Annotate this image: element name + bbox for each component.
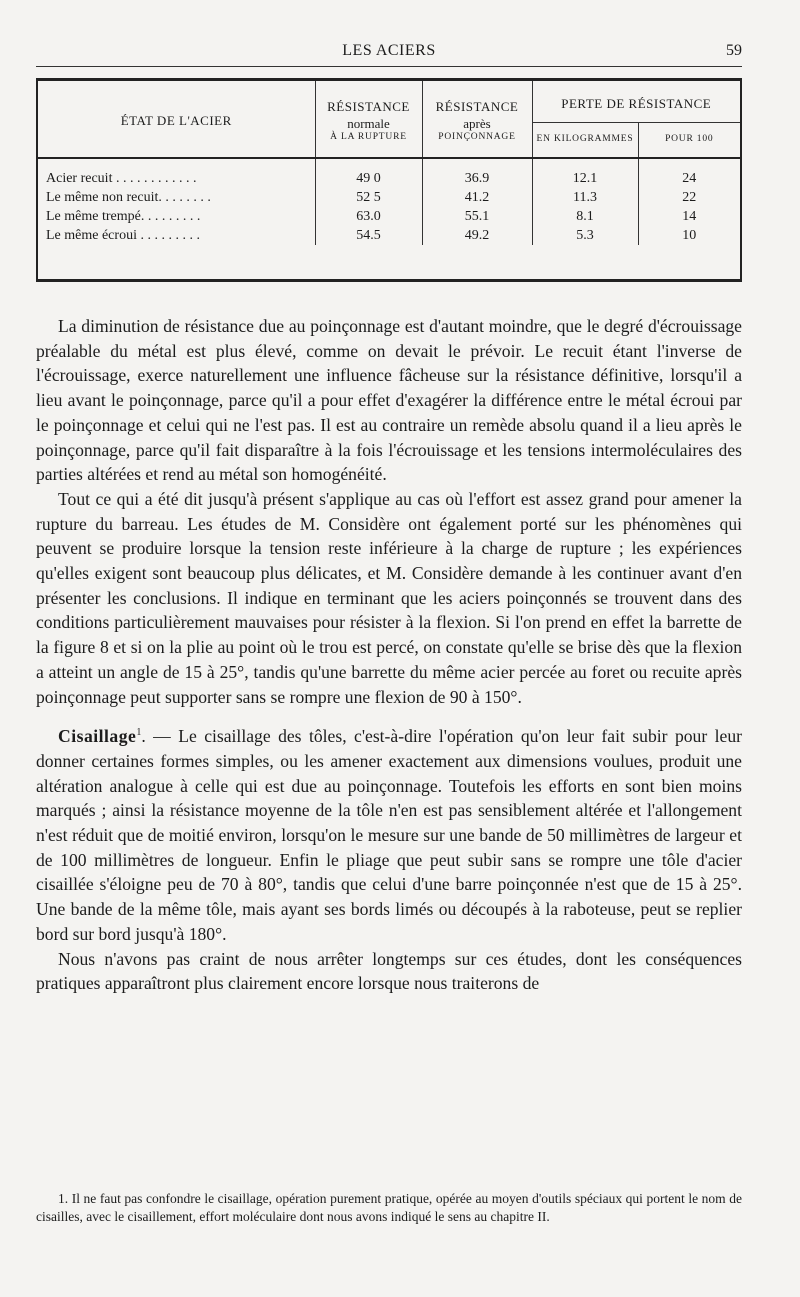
paragraph: Nous n'avons pas craint de nous arrêter longtemps sur ces études, dont les conséquences pratiques apparaîtront plus clairement encore lorsque nous traiterons de bbox=[36, 948, 742, 994]
paragraph: Tout ce qui a été dit jusqu'à présent s'applique au cas où l'effort est assez grand pour amener la rupture du barreau. Les études de M. Considère ont également porté sur les phénomènes qui peuvent se produire lorsque la tension reste inférieure à la charge de rupture ; les expériences qu'elles exigent sont beaucoup plus délicates, et M. Considère demande à les continuer avant d'en présenter les conclusions. Il indique en terminant que les aciers poinçonnés se trouvent dans des conditions particulièrement mauvaises pour résister à la flexion. Si l'on prend en effet la barrette de la figure 8 et si on la plie au point où le trou est percé, on constate qu'elle se brise dès que la flexion a atteint un angle de 15 à 25°, tandis qu'une barrette du même acier percée au foret ou recuite après poinçonnage peut supporter sans se rompre une flexion de 90 à 150°. bbox=[36, 488, 742, 707]
header-res-apres-l3: POINÇONNAGE bbox=[438, 131, 516, 142]
cell-apres: 55.1 bbox=[422, 207, 532, 226]
row-label: Le même non recuit. . . . . . . . bbox=[46, 190, 211, 205]
header-perte: PERTE DE RÉSISTANCE bbox=[532, 81, 740, 123]
table-row bbox=[38, 226, 740, 245]
header-res-apres bbox=[422, 81, 532, 158]
cell-kg: 11.3 bbox=[532, 188, 638, 207]
resistance-table bbox=[36, 78, 742, 282]
header-etat: ÉTAT DE L'ACIER bbox=[38, 81, 315, 158]
cell-normale: 52 5 bbox=[315, 188, 422, 207]
section-title: Cisaillage bbox=[58, 726, 137, 747]
row-label: Acier recuit . . . . . . . . . . . . bbox=[46, 171, 197, 186]
cell-normale: 54.5 bbox=[315, 226, 422, 245]
table-row bbox=[38, 207, 740, 226]
cell-normale: 63.0 bbox=[315, 207, 422, 226]
header-perte-kg: EN KILOGRAMMES bbox=[532, 123, 638, 159]
cell-apres: 36.9 bbox=[422, 158, 532, 188]
cell-apres: 41.2 bbox=[422, 188, 532, 207]
table-row bbox=[38, 188, 740, 207]
section-cisaillage bbox=[36, 724, 742, 946]
header-res-normale-l3: À LA RUPTURE bbox=[330, 131, 407, 142]
header-rule bbox=[36, 66, 742, 67]
footnotes bbox=[36, 1190, 742, 1225]
running-header bbox=[36, 42, 742, 66]
cell-pct: 22 bbox=[638, 188, 740, 207]
header-perte-pct: POUR 100 bbox=[638, 123, 740, 159]
cell-pct: 14 bbox=[638, 207, 740, 226]
cell-kg: 5.3 bbox=[532, 226, 638, 245]
cell-pct: 24 bbox=[638, 158, 740, 188]
footnote: 1. Il ne faut pas confondre le cisaillage, opération purement pratique, opérée au moyen d'outils spéciaux qui portent le nom de cisailles, avec le cisaillement, effort moléculaire dont nous avons indiqué le sens au chapitre II. bbox=[36, 1191, 742, 1224]
header-res-normale-l2: normale bbox=[347, 115, 390, 131]
footnote-ref[interactable]: 1 bbox=[136, 727, 142, 739]
row-label: Le même trempé. . . . . . . . . bbox=[46, 209, 201, 224]
paragraph: La diminution de résistance due au poinçonnage est d'autant moindre, que le degré d'écrouissage préalable du métal est plus élevé, comme on devait le prévoir. Le recuit étant l'inverse de l'écrouissage, exerce naturellement une influence fâcheuse sur la résistance définitive, lorsqu'il a lieu avant le poinçonnage, parce qu'il a pour effet d'exagérer la différence entre le métal écroui par le poinçonnage et celui qui ne l'est pas. Il est au contraire un remède absolu quand il a lieu après le poinçonnage, parce qu'il fait disparaître à la fois l'écrouissage et les tensions intermoléculaires des parties altérées et rend au métal son homogénéité. bbox=[36, 316, 742, 485]
table-row bbox=[38, 158, 740, 188]
header-res-apres-l1: RÉSISTANCE bbox=[435, 99, 519, 115]
header-res-apres-l2: après bbox=[463, 115, 491, 131]
cell-pct: 10 bbox=[638, 226, 740, 245]
header-res-normale bbox=[315, 81, 422, 158]
running-title: LES ACIERS bbox=[342, 42, 436, 59]
row-label: Le même écroui . . . . . . . . . bbox=[46, 228, 200, 243]
cell-normale: 49 0 bbox=[315, 158, 422, 188]
cell-kg: 8.1 bbox=[532, 207, 638, 226]
page-number: 59 bbox=[726, 42, 742, 59]
cell-kg: 12.1 bbox=[532, 158, 638, 188]
section-text: . — Le cisaillage des tôles, c'est-à-dire l'opération qu'on leur fait subir pour leur donner certaines formes simples, ou les amener exactement aux dimensions voulues, produit une altération analogue à celle qui est due au poinçonnage. Toutefois les efforts en sont bien moins marqués ; ainsi la résistance moyenne de la tôle n'en est pas sensiblement altérée et l'allongement n'est réduit que de moitié environ, lorsqu'on le mesure sur une bande de 50 millimètres de largeur et de 100 millimètres de longueur. Enfin le pliage que peut subir sans se rompre une tôle d'acier cisaillée s'éloigne peu de 70 à 80°, tandis que celui d'une barre poinçonnée n'est que de 15 à 25°. Une bande de la même tôle, mais ayant ses bords limés ou découpés à la raboteuse, peut se replier bord sur bord jusqu'à 180°. bbox=[36, 726, 742, 944]
header-res-normale-l1: RÉSISTANCE bbox=[327, 99, 410, 115]
main-text bbox=[36, 314, 742, 996]
cell-apres: 49.2 bbox=[422, 226, 532, 245]
